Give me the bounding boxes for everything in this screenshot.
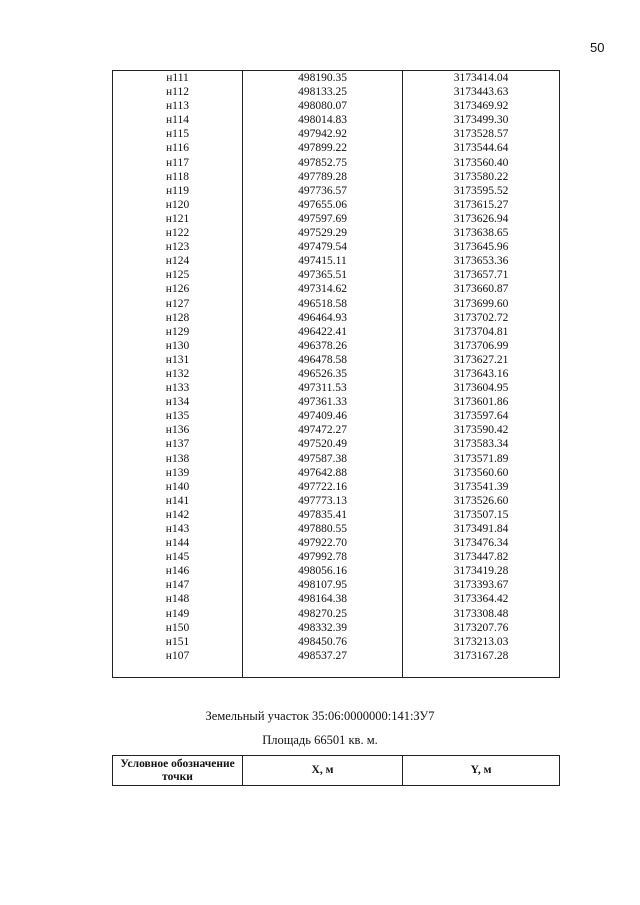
x-cell: 497587.38 xyxy=(243,452,403,466)
point-cell: н141 xyxy=(113,494,243,508)
y-cell: 3173364.42 xyxy=(403,592,560,606)
table-row xyxy=(113,71,560,86)
empty-cell xyxy=(403,663,560,678)
empty-cell xyxy=(243,663,403,678)
table-row xyxy=(113,184,560,198)
table-row xyxy=(113,494,560,508)
point-cell: н114 xyxy=(113,113,243,127)
table-row xyxy=(113,198,560,212)
x-cell: 497597.69 xyxy=(243,212,403,226)
x-cell: 497655.06 xyxy=(243,198,403,212)
y-cell: 3173167.28 xyxy=(403,649,560,663)
parcel-area: Площадь 66501 кв. м. xyxy=(262,733,378,747)
point-cell: н135 xyxy=(113,409,243,423)
point-cell: н133 xyxy=(113,381,243,395)
x-cell: 496478.58 xyxy=(243,353,403,367)
header-x-cell: X, м xyxy=(243,756,403,786)
table-row xyxy=(113,437,560,451)
x-cell: 497472.27 xyxy=(243,423,403,437)
table-row xyxy=(113,480,560,494)
table-row xyxy=(113,325,560,339)
x-cell: 496526.35 xyxy=(243,367,403,381)
table-row xyxy=(113,564,560,578)
point-cell: н144 xyxy=(113,536,243,550)
point-cell: н132 xyxy=(113,367,243,381)
point-cell: н146 xyxy=(113,564,243,578)
page-number: 50 xyxy=(590,40,605,55)
y-cell: 3173447.82 xyxy=(403,550,560,564)
y-cell: 3173419.28 xyxy=(403,564,560,578)
point-cell: н134 xyxy=(113,395,243,409)
table-row xyxy=(113,85,560,99)
table-row xyxy=(113,127,560,141)
coordinates-table xyxy=(112,70,560,678)
point-cell: н120 xyxy=(113,198,243,212)
x-cell: 498164.38 xyxy=(243,592,403,606)
table-row xyxy=(113,240,560,254)
x-cell: 497789.28 xyxy=(243,170,403,184)
y-cell: 3173308.48 xyxy=(403,607,560,621)
x-cell: 497835.41 xyxy=(243,508,403,522)
table-row xyxy=(113,607,560,621)
y-cell: 3173580.22 xyxy=(403,170,560,184)
table-row xyxy=(113,141,560,155)
point-cell: н112 xyxy=(113,85,243,99)
x-cell: 498107.95 xyxy=(243,578,403,592)
header-point-cell: Условное обозначение точки xyxy=(113,756,243,786)
y-cell: 3173704.81 xyxy=(403,325,560,339)
y-cell: 3173638.65 xyxy=(403,226,560,240)
y-cell: 3173657.71 xyxy=(403,268,560,282)
point-cell: н137 xyxy=(113,437,243,451)
x-cell: 497311.53 xyxy=(243,381,403,395)
table-row xyxy=(113,297,560,311)
point-cell: н145 xyxy=(113,550,243,564)
x-cell: 498080.07 xyxy=(243,99,403,113)
table-row xyxy=(113,621,560,635)
y-cell: 3173643.16 xyxy=(403,367,560,381)
table-row xyxy=(113,282,560,296)
y-cell: 3173560.40 xyxy=(403,156,560,170)
y-cell: 3173393.67 xyxy=(403,578,560,592)
x-cell: 498190.35 xyxy=(243,71,403,86)
y-cell: 3173476.34 xyxy=(403,536,560,550)
point-cell: н118 xyxy=(113,170,243,184)
point-cell: н127 xyxy=(113,297,243,311)
x-cell: 498537.27 xyxy=(243,649,403,663)
table-row xyxy=(113,381,560,395)
y-cell: 3173702.72 xyxy=(403,311,560,325)
x-cell: 498056.16 xyxy=(243,564,403,578)
x-cell: 496518.58 xyxy=(243,297,403,311)
table-row xyxy=(113,395,560,409)
table-row xyxy=(113,99,560,113)
point-cell: н126 xyxy=(113,282,243,296)
table-row xyxy=(113,367,560,381)
table-row xyxy=(113,113,560,127)
point-cell: н115 xyxy=(113,127,243,141)
table-row xyxy=(113,578,560,592)
table-row xyxy=(113,536,560,550)
table-row xyxy=(113,635,560,649)
x-cell: 497314.62 xyxy=(243,282,403,296)
coordinates-table-body xyxy=(113,71,560,678)
point-cell: н147 xyxy=(113,578,243,592)
y-cell: 3173706.99 xyxy=(403,339,560,353)
point-cell: н121 xyxy=(113,212,243,226)
table-row xyxy=(113,466,560,480)
point-cell: н128 xyxy=(113,311,243,325)
point-cell: н131 xyxy=(113,353,243,367)
x-cell: 497479.54 xyxy=(243,240,403,254)
x-cell: 497736.57 xyxy=(243,184,403,198)
point-cell: н116 xyxy=(113,141,243,155)
y-cell: 3173653.36 xyxy=(403,254,560,268)
point-cell: н140 xyxy=(113,480,243,494)
y-cell: 3173544.64 xyxy=(403,141,560,155)
point-cell: н122 xyxy=(113,226,243,240)
point-cell: н142 xyxy=(113,508,243,522)
table-row xyxy=(113,550,560,564)
x-cell: 498133.25 xyxy=(243,85,403,99)
point-cell: н143 xyxy=(113,522,243,536)
table-row xyxy=(113,649,560,663)
point-cell: н136 xyxy=(113,423,243,437)
header-y-cell: Y, м xyxy=(403,756,560,786)
x-cell: 497880.55 xyxy=(243,522,403,536)
table-row xyxy=(113,452,560,466)
x-cell: 498270.25 xyxy=(243,607,403,621)
x-cell: 497899.22 xyxy=(243,141,403,155)
x-cell: 497722.16 xyxy=(243,480,403,494)
table-row xyxy=(113,423,560,437)
y-cell: 3173414.04 xyxy=(403,71,560,86)
x-cell: 496378.26 xyxy=(243,339,403,353)
x-cell: 496422.41 xyxy=(243,325,403,339)
y-cell: 3173597.64 xyxy=(403,409,560,423)
parcel-title: Земельный участок 35:06:0000000:141:ЗУ7 xyxy=(205,709,435,723)
x-cell: 497942.92 xyxy=(243,127,403,141)
y-cell: 3173699.60 xyxy=(403,297,560,311)
table-row xyxy=(113,522,560,536)
point-cell: н123 xyxy=(113,240,243,254)
y-cell: 3173541.39 xyxy=(403,480,560,494)
x-cell: 497520.49 xyxy=(243,437,403,451)
y-cell: 3173443.63 xyxy=(403,85,560,99)
y-cell: 3173583.34 xyxy=(403,437,560,451)
y-cell: 3173491.84 xyxy=(403,522,560,536)
point-cell: н148 xyxy=(113,592,243,606)
y-cell: 3173595.52 xyxy=(403,184,560,198)
point-cell: н113 xyxy=(113,99,243,113)
y-cell: 3173601.86 xyxy=(403,395,560,409)
y-cell: 3173560.60 xyxy=(403,466,560,480)
x-cell: 498332.39 xyxy=(243,621,403,635)
x-cell: 497773.13 xyxy=(243,494,403,508)
point-cell: н117 xyxy=(113,156,243,170)
point-cell: н107 xyxy=(113,649,243,663)
x-cell: 497922.70 xyxy=(243,536,403,550)
x-cell: 496464.93 xyxy=(243,311,403,325)
next-table-header xyxy=(112,755,560,786)
point-cell: н149 xyxy=(113,607,243,621)
table-row xyxy=(113,311,560,325)
y-cell: 3173590.42 xyxy=(403,423,560,437)
table-row xyxy=(113,170,560,184)
table-row xyxy=(113,268,560,282)
table-row xyxy=(113,156,560,170)
point-cell: н138 xyxy=(113,452,243,466)
y-cell: 3173571.89 xyxy=(403,452,560,466)
y-cell: 3173615.27 xyxy=(403,198,560,212)
y-cell: 3173660.87 xyxy=(403,282,560,296)
point-cell: н150 xyxy=(113,621,243,635)
header-row xyxy=(113,756,560,786)
table-row xyxy=(113,226,560,240)
y-cell: 3173469.92 xyxy=(403,99,560,113)
x-cell: 498450.76 xyxy=(243,635,403,649)
x-cell: 497361.33 xyxy=(243,395,403,409)
x-cell: 497409.46 xyxy=(243,409,403,423)
empty-row xyxy=(113,663,560,678)
point-cell: н125 xyxy=(113,268,243,282)
table-row xyxy=(113,592,560,606)
point-cell: н119 xyxy=(113,184,243,198)
y-cell: 3173528.57 xyxy=(403,127,560,141)
table-row xyxy=(113,508,560,522)
point-cell: н124 xyxy=(113,254,243,268)
x-cell: 497365.51 xyxy=(243,268,403,282)
x-cell: 497642.88 xyxy=(243,466,403,480)
table-row xyxy=(113,254,560,268)
x-cell: 497415.11 xyxy=(243,254,403,268)
x-cell: 498014.83 xyxy=(243,113,403,127)
point-cell: н111 xyxy=(113,71,243,86)
x-cell: 497529.29 xyxy=(243,226,403,240)
x-cell: 497852.75 xyxy=(243,156,403,170)
point-cell: н151 xyxy=(113,635,243,649)
point-cell: н130 xyxy=(113,339,243,353)
table-row xyxy=(113,409,560,423)
y-cell: 3173627.21 xyxy=(403,353,560,367)
y-cell: 3173626.94 xyxy=(403,212,560,226)
y-cell: 3173207.76 xyxy=(403,621,560,635)
y-cell: 3173604.95 xyxy=(403,381,560,395)
y-cell: 3173213.03 xyxy=(403,635,560,649)
y-cell: 3173507.15 xyxy=(403,508,560,522)
x-cell: 497992.78 xyxy=(243,550,403,564)
point-cell: н129 xyxy=(113,325,243,339)
table-row xyxy=(113,353,560,367)
y-cell: 3173645.96 xyxy=(403,240,560,254)
y-cell: 3173499.30 xyxy=(403,113,560,127)
empty-cell xyxy=(113,663,243,678)
point-cell: н139 xyxy=(113,466,243,480)
table-row xyxy=(113,339,560,353)
table-row xyxy=(113,212,560,226)
y-cell: 3173526.60 xyxy=(403,494,560,508)
